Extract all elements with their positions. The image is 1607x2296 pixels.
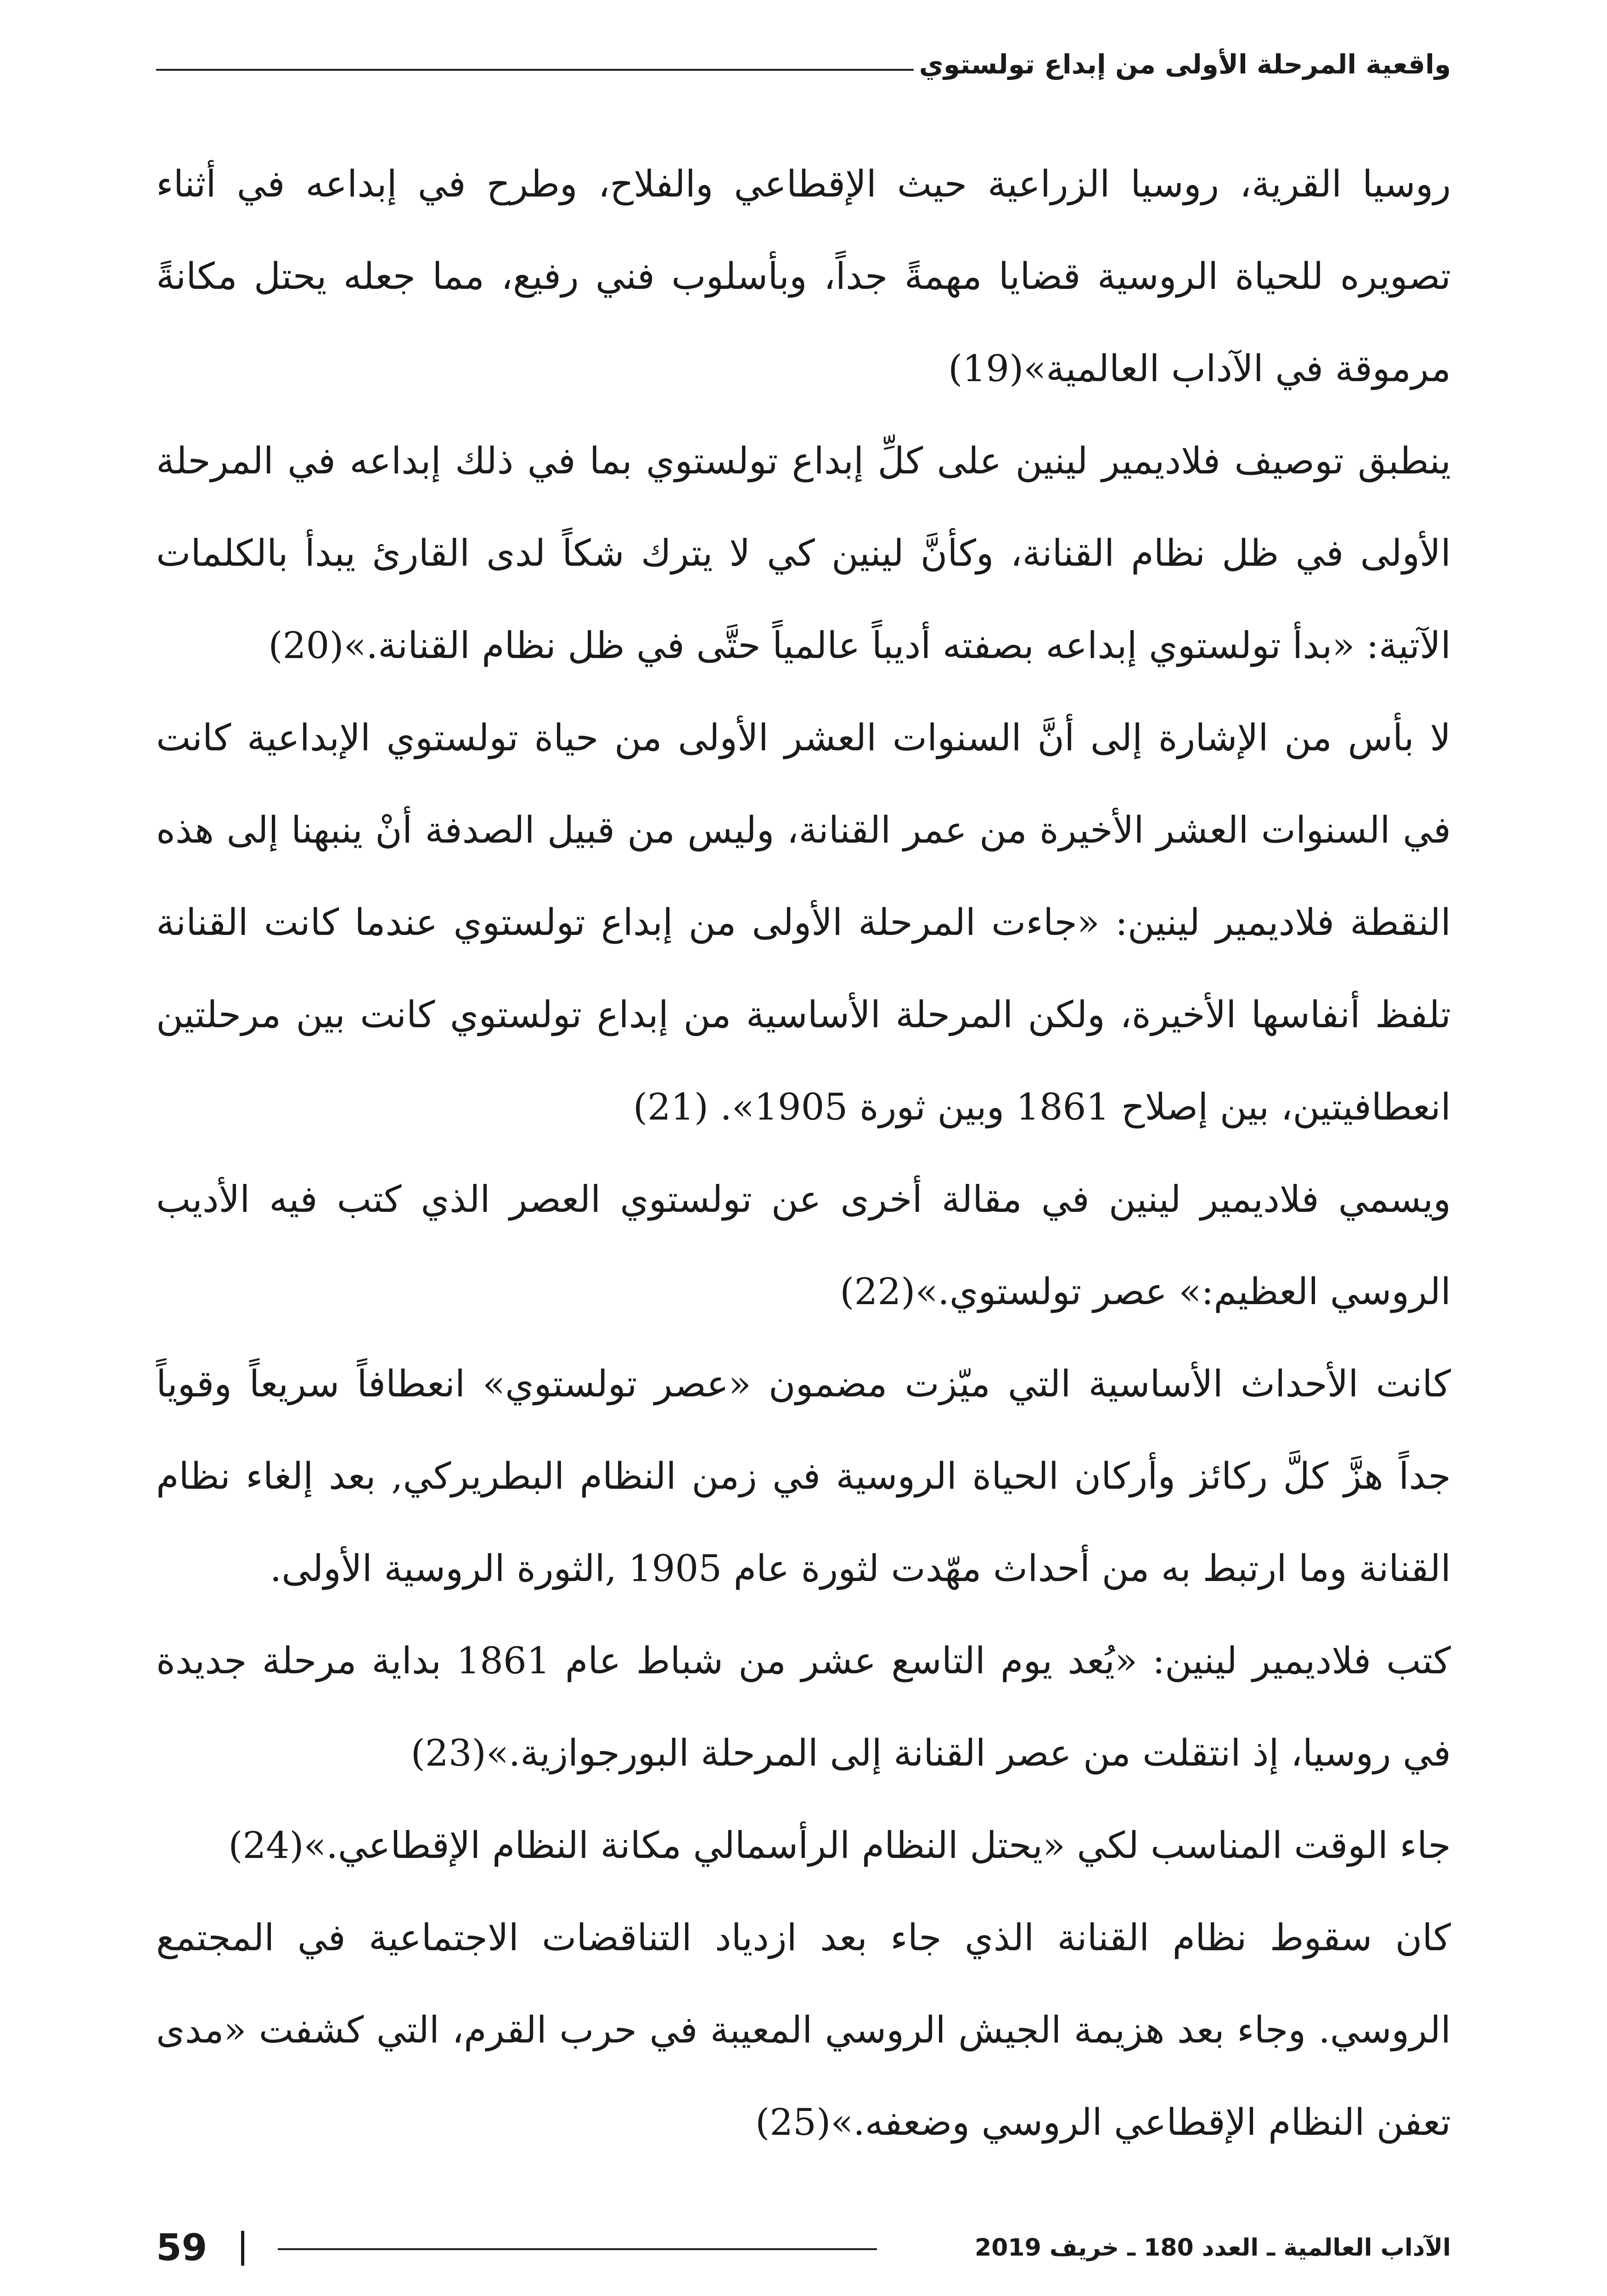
- page-number: 59: [156, 2226, 208, 2269]
- paragraph-1: روسيا القرية، روسيا الزراعية حيث الإقطاعي والفلاح، وطرح في إبداعه في أثناء تصويره للحياة الروسية قضايا مهمةً جداً، وبأسلوب فني رفيع، مما جعله يحتل مكانةً مرموقة في الآداب العالمية»(19): [156, 163, 1451, 390]
- running-title: واقعية المرحلة الأولى من إبداع تولستوي: [919, 49, 1451, 80]
- paragraph-8: كان سقوط نظام القنانة الذي جاء بعد ازدياد التناقضات الاجتماعية في المجتمع الروسي. وجاء بعد هزيمة الجيش الروسي المعيبة في حرب القرم، التي كشفت «مدى تعفن النظام الإقطاعي الروسي وضعفه.»(25): [156, 1916, 1451, 2144]
- paragraph-3: لا بأس من الإشارة إلى أنَّ السنوات العشر الأولى من حياة تولستوي الإبداعية كانت في السنوات العشر الأخيرة من عمر القنانة، وليس من قبيل الصدفة أنْ ينبهنا إلى هذه النقطة فلاديمير لينين: «جاءت المرحلة الأولى من إبداع تولستوي عندما كانت القنانة تلفظ أنفاسها الأخيرة، ولكن المرحلة الأساسية من إبداع تولستوي كانت بين مرحلتين انعطافيتين، بين إصلاح 1861 وبين ثورة 1905». (21): [156, 716, 1451, 1128]
- paragraph-7: جاء الوقت المناسب لكي «يحتل النظام الرأسمالي مكانة النظام الإقطاعي.»(24): [228, 1824, 1451, 1867]
- running-header: [156, 46, 1451, 96]
- footer-separator-bar: [241, 2231, 244, 2266]
- paragraph-5: كانت الأحداث الأساسية التي ميّزت مضمون «عصر تولستوي» انعطافاً سريعاً وقوياً جداً هزَّ كلَّ ركائز وأركان الحياة الروسية في زمن النظام البطريركي, بعد إلغاء نظام القنانة وما ارتبط به من أحداث مهّدت لثورة عام 1905 ,الثورة الروسية الأولى.: [156, 1362, 1451, 1590]
- header-rule: [156, 69, 914, 71]
- body-text: [156, 138, 1451, 2168]
- paragraph-6: كتب فلاديمير لينين: «يُعد يوم التاسع عشر من شباط عام 1861 بداية مرحلة جديدة في روسيا، إذ انتقلت من عصر القنانة إلى المرحلة البورجوازية.»(23): [156, 1639, 1451, 1774]
- page-footer: [156, 2223, 1451, 2273]
- paragraph-4: ويسمي فلاديمير لينين في مقالة أخرى عن تولستوي العصر الذي كتب فيه الأديب الروسي العظيم:» عصر تولستوي.»(22): [156, 1178, 1451, 1313]
- footer-rule: [278, 2248, 877, 2250]
- journal-info: الآداب العالمية ـ العدد 180 ـ خريف 2019: [975, 2234, 1451, 2262]
- paragraph-2: ينطبق توصيف فلاديمير لينين على كلِّ إبداع تولستوي بما في ذلك إبداعه في المرحلة الأولى في ظل نظام القنانة، وكأنَّ لينين كي لا يترك شكاً لدى القارئ يبدأ بالكلمات الآتية: «بدأ تولستوي إبداعه بصفته أديباً عالمياً حتَّى في ظل نظام القنانة.»(20): [156, 439, 1451, 667]
